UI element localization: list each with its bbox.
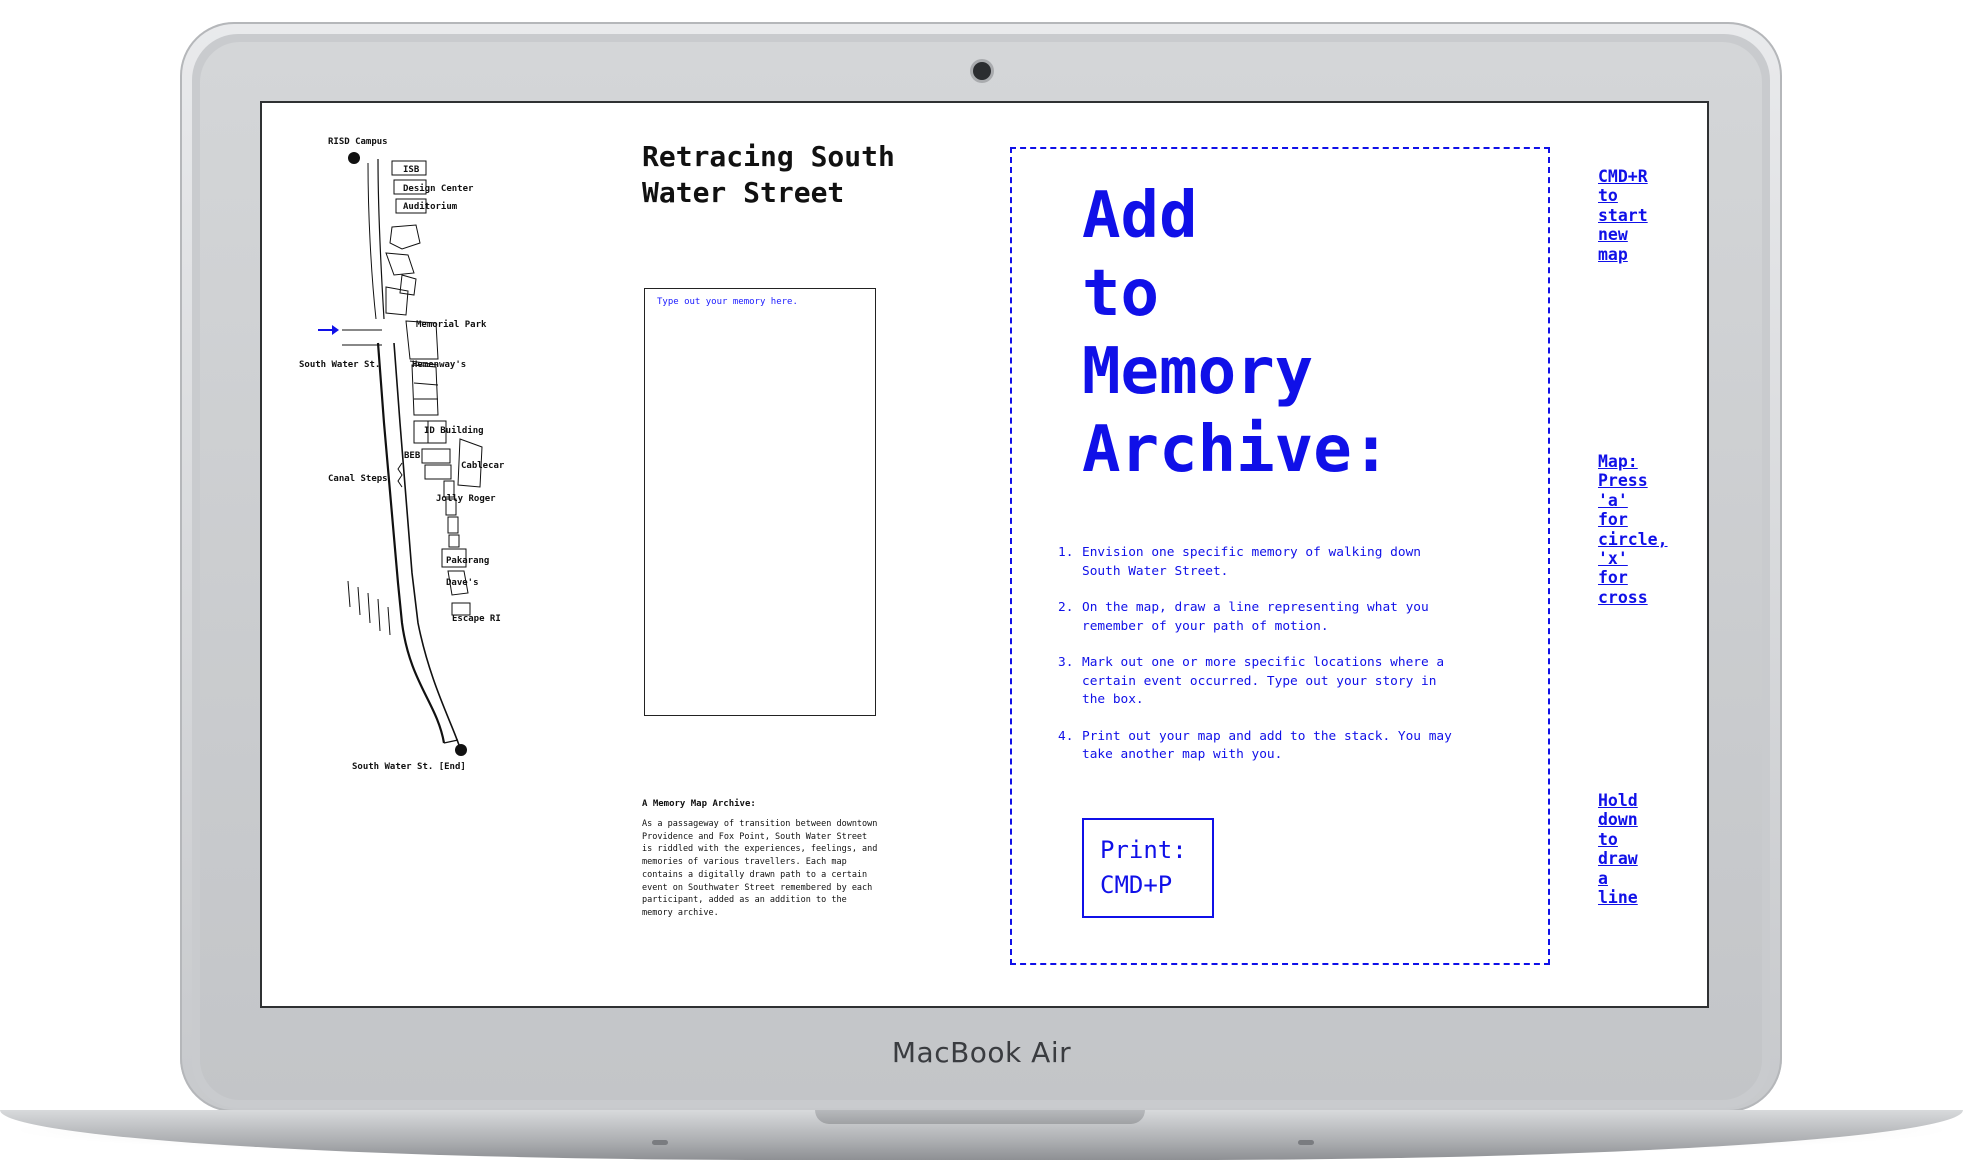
step-number: 4. (1058, 728, 1074, 744)
archive-title: A Memory Map Archive: (642, 799, 756, 809)
instructions-panel (1010, 147, 1550, 965)
camera-icon (973, 62, 991, 80)
new-map-link[interactable]: CMD+R to start new map (1598, 167, 1648, 264)
headline-line: to (1082, 257, 1160, 331)
map-keys-link[interactable]: Map: Press 'a' for circle, 'x' for cross (1598, 452, 1668, 607)
panel-headline (1082, 177, 1390, 489)
map-label-id-building: ID Building (424, 426, 484, 436)
map-label-memorial-park: Memorial Park (416, 320, 487, 330)
step-number: 3. (1058, 655, 1074, 670)
headline-line: Add (1082, 179, 1198, 253)
street-map[interactable] (262, 103, 622, 1006)
laptop-foot (652, 1140, 668, 1145)
step-text: Mark out one or more specific locations where a certain event occurred. Type out your story in the box. (1082, 655, 1445, 707)
map-label-south-water-st: South Water St. (299, 360, 381, 370)
step-text: Envision one specific memory of walking down South Water Street. (1082, 545, 1421, 579)
memory-input[interactable] (657, 297, 867, 697)
map-label-hemenways: Hemenway's (412, 360, 467, 370)
step-item (1058, 654, 1458, 710)
laptop-notch (815, 1110, 1145, 1124)
step-number: 2. (1058, 600, 1074, 615)
map-label-pakarang: Pakarang (446, 556, 490, 566)
map-label-jolly-roger: Jolly Roger (436, 494, 496, 504)
map-label-isb: ISB (403, 165, 420, 175)
step-item (1058, 544, 1458, 581)
page-title: Retracing South Water Street (642, 140, 895, 209)
step-number: 1. (1058, 545, 1074, 560)
map-label-canal-steps: Canal Steps (328, 474, 388, 484)
entry-arrow-icon (318, 325, 339, 335)
map-label-auditorium: Auditorium (403, 202, 458, 212)
map-label-escape-ri: Escape RI (452, 614, 501, 624)
print-label: Print: (1100, 836, 1187, 864)
map-label-daves: Dave's (446, 578, 479, 588)
memory-box (644, 288, 876, 716)
headline-line: Memory (1082, 335, 1314, 409)
laptop-brand: MacBook Air (891, 1036, 1072, 1069)
print-button[interactable] (1082, 818, 1214, 918)
map-label-risd-campus: RISD Campus (328, 137, 388, 147)
archive-description: As a passageway of transition between downtown Providence and Fox Point, South Water Street is riddled with the experiences, feelings, and memories of various travellers. Each map contains a digitally drawn path to a certain event on Southwater Street remembered by each participant, added as an addition to the memory archive. (642, 819, 878, 918)
print-shortcut: CMD+P (1100, 871, 1173, 899)
draw-line-link[interactable]: Hold down to draw a line (1598, 791, 1638, 908)
screen (260, 101, 1709, 1008)
step-text: Print out your map and add to the stack. You may take another map with you. (1082, 728, 1452, 762)
map-label-beb: BEB (404, 451, 421, 461)
step-text: On the map, draw a line representing what you remember of your path of motion. (1082, 600, 1429, 634)
step-item (1058, 728, 1458, 765)
map-label-design-center: Design Center (403, 184, 474, 194)
laptop-foot (1298, 1140, 1314, 1145)
step-item (1058, 599, 1458, 636)
map-label-south-water-st-end: South Water St. [End] (352, 762, 466, 772)
map-label-cablecar: Cablecar (461, 461, 505, 471)
headline-line: Archive: (1082, 413, 1391, 487)
instruction-steps (1058, 544, 1458, 783)
